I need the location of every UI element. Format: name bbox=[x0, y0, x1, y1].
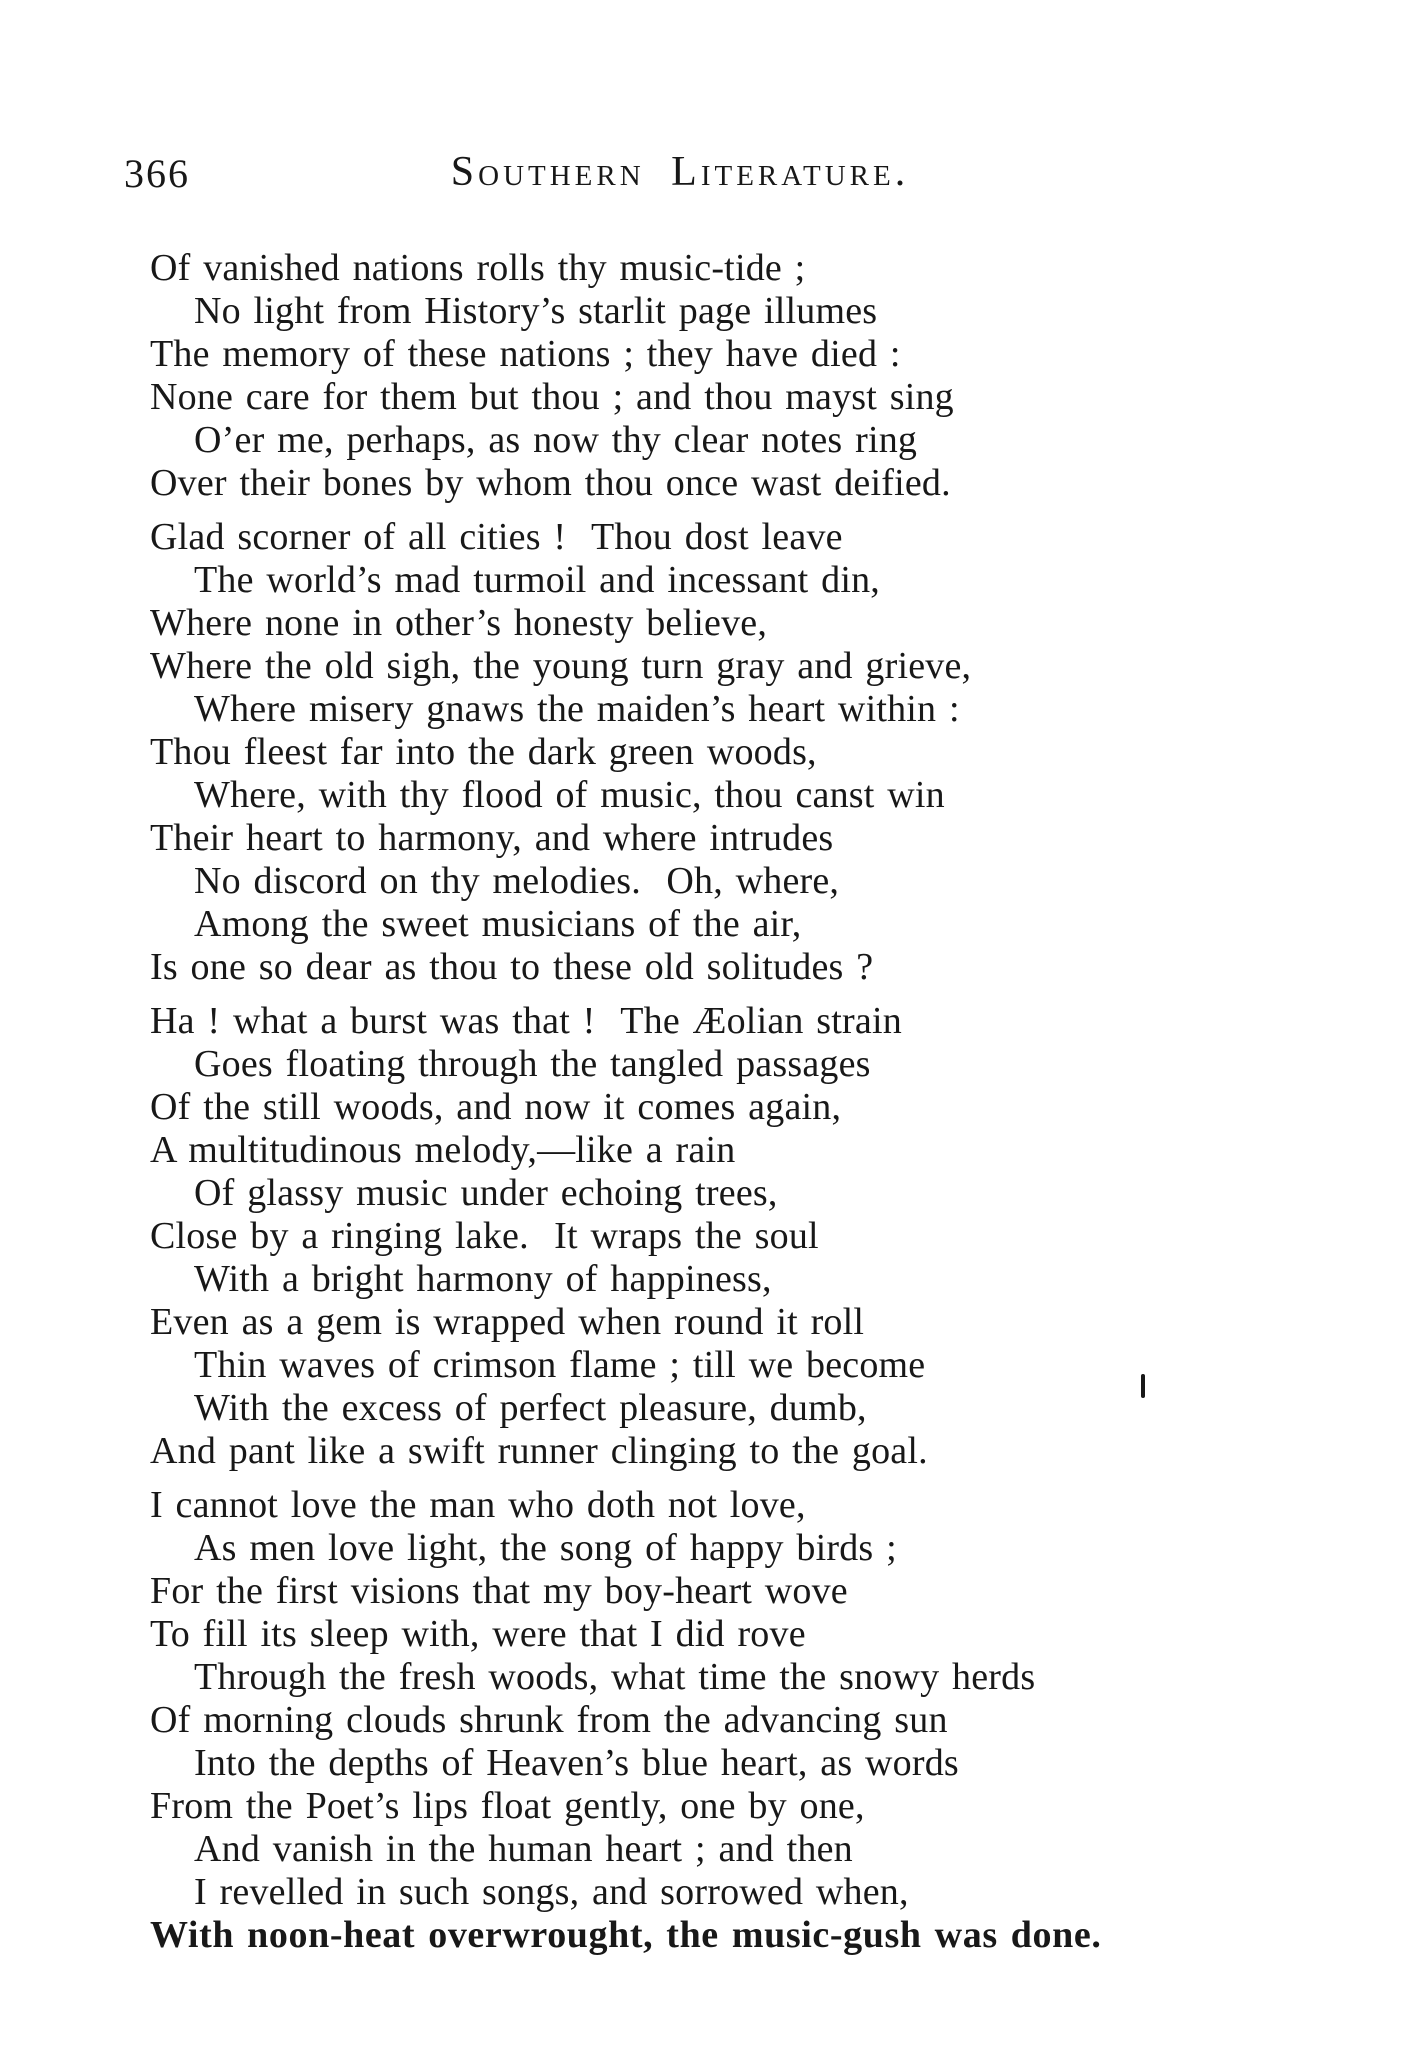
poem-line: The world’s mad turmoil and incessant din, bbox=[194, 559, 881, 601]
running-title: Southern Literature. bbox=[450, 149, 910, 195]
poem-line: Glad scorner of all cities ! Thou dost leave bbox=[150, 516, 843, 558]
poem-line: With the excess of perfect pleasure, dumb, bbox=[194, 1387, 867, 1429]
poem-line: A multitudinous melody,—like a rain bbox=[150, 1129, 736, 1171]
poem-line: None care for them but thou ; and thou mayst sing bbox=[150, 376, 954, 418]
poem-line: No discord on thy melodies. Oh, where, bbox=[194, 860, 840, 902]
poem bbox=[150, 247, 1300, 1968]
poem-line: Where the old sigh, the young turn gray and grieve, bbox=[150, 645, 972, 687]
stanza bbox=[150, 516, 1300, 989]
poem-line: Close by a ringing lake. It wraps the soul bbox=[150, 1215, 819, 1257]
poem-line: Goes floating through the tangled passages bbox=[194, 1043, 871, 1085]
poem-line: And vanish in the human heart ; and then bbox=[194, 1828, 853, 1870]
poem-line: No light from History’s starlit page illumes bbox=[194, 290, 878, 332]
poem-line: Their heart to harmony, and where intrudes bbox=[150, 817, 834, 859]
poem-line: From the Poet’s lips float gently, one by one, bbox=[150, 1785, 865, 1827]
poem-line: As men love light, the song of happy birds ; bbox=[194, 1527, 897, 1569]
poem-line: Of vanished nations rolls thy music-tide ; bbox=[150, 247, 806, 289]
poem-line: Is one so dear as thou to these old solitudes ? bbox=[150, 946, 874, 988]
poem-line: Into the depths of Heaven’s blue heart, as words bbox=[194, 1742, 959, 1784]
poem-line: Ha ! what a burst was that ! The Æolian strain bbox=[150, 1000, 902, 1042]
poem-line: Even as a gem is wrapped when round it roll bbox=[150, 1301, 865, 1343]
stray-ink-mark bbox=[1141, 1374, 1145, 1398]
poem-line: I cannot love the man who doth not love, bbox=[150, 1484, 806, 1526]
poem-line: Among the sweet musicians of the air, bbox=[194, 903, 802, 945]
poem-line: O’er me, perhaps, as now thy clear notes ring bbox=[194, 419, 918, 461]
poem-line: With a bright harmony of happiness, bbox=[194, 1258, 772, 1300]
stanza bbox=[150, 1000, 1300, 1473]
stanza bbox=[150, 247, 1300, 505]
poem-line: Thin waves of crimson flame ; till we become bbox=[194, 1344, 926, 1386]
poem-line: And pant like a swift runner clinging to the goal. bbox=[150, 1430, 928, 1472]
poem-line: With noon-heat overwrought, the music-gush was done. bbox=[150, 1914, 1102, 1956]
poem-line: Where misery gnaws the maiden’s heart within : bbox=[194, 688, 960, 730]
poem-line: Thou fleest far into the dark green woods, bbox=[150, 731, 817, 773]
poem-line: Of morning clouds shrunk from the advancing sun bbox=[150, 1699, 948, 1741]
poem-line: Of the still woods, and now it comes again, bbox=[150, 1086, 842, 1128]
poem-line: For the first visions that my boy-heart wove bbox=[150, 1570, 848, 1612]
poem-line: Over their bones by whom thou once wast deified. bbox=[150, 462, 951, 504]
stanza bbox=[150, 1484, 1300, 1957]
poem-line: Through the fresh woods, what time the snowy herds bbox=[194, 1656, 1036, 1698]
poem-line: The memory of these nations ; they have died : bbox=[150, 333, 901, 375]
poem-line: Where none in other’s honesty believe, bbox=[150, 602, 768, 644]
poem-line: Where, with thy flood of music, thou canst win bbox=[194, 774, 945, 816]
poem-line: To fill its sleep with, were that I did rove bbox=[150, 1613, 806, 1655]
page-number: 366 bbox=[124, 151, 190, 196]
poem-line: I revelled in such songs, and sorrowed when, bbox=[194, 1871, 909, 1913]
poem-line: Of glassy music under echoing trees, bbox=[194, 1172, 778, 1214]
